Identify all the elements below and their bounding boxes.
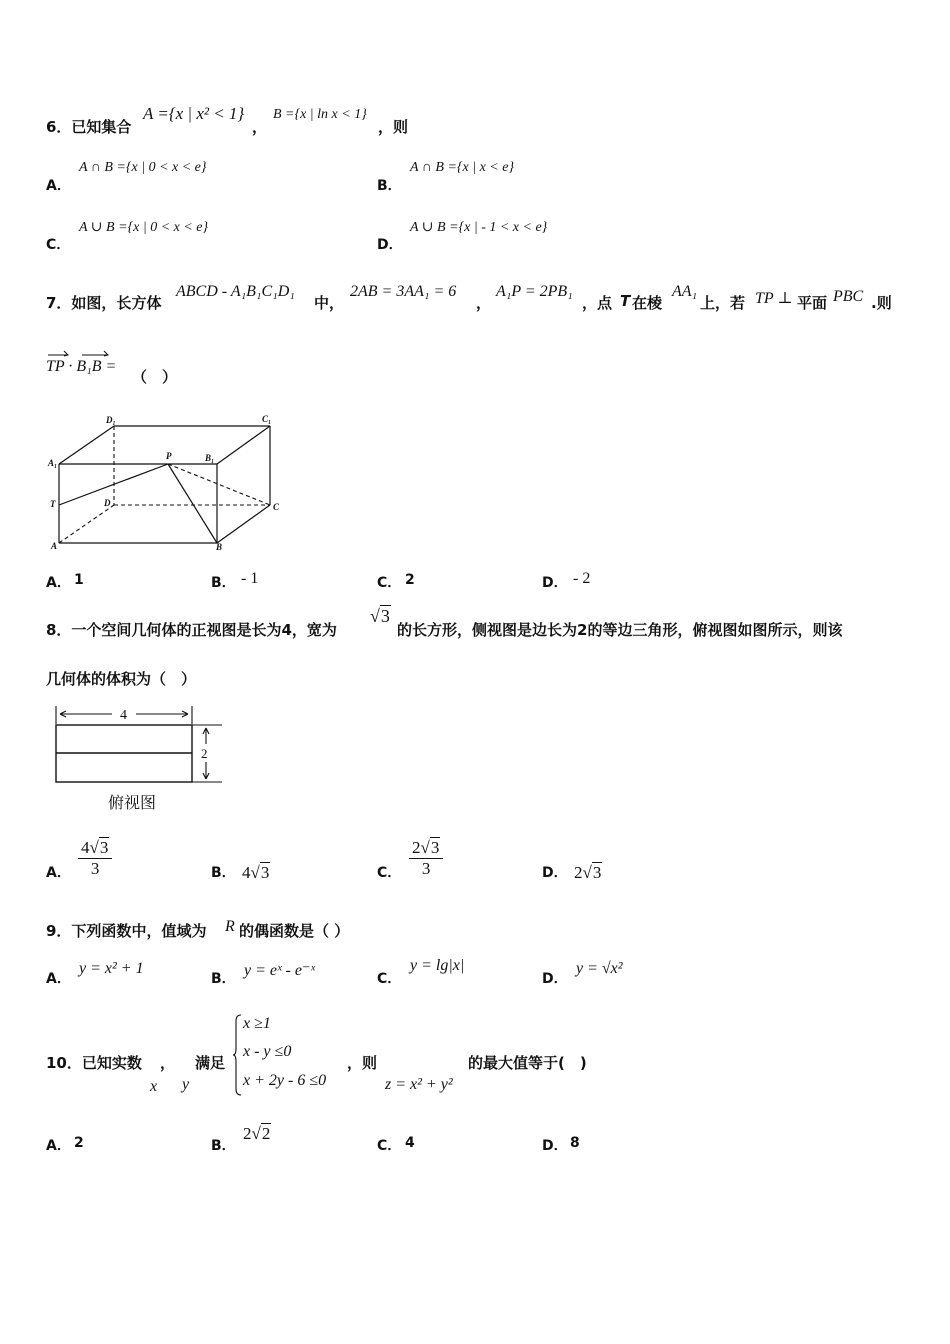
hidden-edge-ad xyxy=(59,505,114,543)
q10-system-line-3: x + 2y - 6 ≤0 xyxy=(243,1072,327,1089)
q8-topview-figure xyxy=(50,702,230,817)
q10-option-a-label: A． xyxy=(46,1138,71,1154)
q9-option-b-label: B． xyxy=(211,971,236,987)
edge-bc xyxy=(217,505,270,543)
q9-option-d-value: y = √x² xyxy=(576,960,623,977)
label-a1: A₁ xyxy=(48,458,58,468)
q6-option-b-value: A ∩ B ={x | x < e} xyxy=(410,160,515,175)
q7-option-b-value: - 1 xyxy=(241,570,259,587)
q10-option-c-label: C． xyxy=(377,1138,402,1154)
q9-stem-prefix: 9．下列函数中，值域为 xyxy=(46,922,207,940)
q8-option-a-den: 3 xyxy=(90,859,100,878)
q10-option-d-value: 8 xyxy=(570,1135,580,1151)
q10-option-b-rad: 2 xyxy=(261,1124,271,1143)
q9-option-d-label: D． xyxy=(542,971,568,987)
q7-solid: ABCD - A₁B₁C₁D₁ xyxy=(176,283,295,300)
label-b: B xyxy=(216,542,223,552)
q10-var-x: x xyxy=(150,1078,158,1095)
q8-option-b-rad: 3 xyxy=(260,863,270,882)
q8-option-c-den: 3 xyxy=(421,859,431,878)
q8-option-b-value: 4√3 xyxy=(242,863,270,882)
q8-option-a-rad: 3 xyxy=(99,838,109,857)
q9-option-a-value: y = x² + 1 xyxy=(79,960,144,977)
q8-width-label: 4 xyxy=(120,708,127,723)
q8-option-b-coef: 4 xyxy=(242,863,251,882)
q7-option-d-label: D． xyxy=(542,575,568,591)
hidden-segment-pc xyxy=(168,464,270,505)
q6-option-d-label: D． xyxy=(377,237,403,253)
q8-line2: 几何体的体积为（ ） xyxy=(46,670,197,688)
edge-b1c1 xyxy=(217,426,270,464)
q10-system-brace xyxy=(232,1013,242,1097)
q7-eq2: A₁P = 2PB₁ xyxy=(496,283,573,300)
q6-option-b-label: B． xyxy=(377,178,402,194)
q6-set-a: A ={x | x² < 1} xyxy=(143,104,245,123)
q7-option-c-label: C． xyxy=(377,575,402,591)
q9-option-b-value: y = eˣ - e⁻ˣ xyxy=(244,962,315,979)
q6-set-b: B ={x | ln x < 1} xyxy=(273,107,367,122)
q10-mid: 满足 xyxy=(195,1054,226,1072)
q7-cuboid-figure xyxy=(44,410,294,555)
label-c: C xyxy=(273,502,280,512)
q7-mid3: 在棱 xyxy=(632,294,663,312)
q8-option-a-label: A． xyxy=(46,865,71,881)
q6-option-c-label: C． xyxy=(46,237,71,253)
label-t: T xyxy=(50,499,56,509)
q10-option-a-value: 2 xyxy=(74,1135,84,1151)
q7-vector-arrows xyxy=(46,348,116,358)
q10-then: ，则 xyxy=(347,1054,378,1072)
q7-stem-prefix: 7．如图，长方体 xyxy=(46,294,162,312)
q7-edge: AA₁ xyxy=(672,283,698,300)
q7-option-d-value: - 2 xyxy=(573,570,591,587)
q10-option-c-value: 4 xyxy=(405,1135,415,1151)
q10-var-y: y xyxy=(182,1076,190,1093)
q7-option-b-label: B． xyxy=(211,575,236,591)
q7-option-a-label: A． xyxy=(46,575,71,591)
q7-comma: ， xyxy=(476,294,492,312)
q6-option-d-value: A ∪ B ={x | - 1 < x < e} xyxy=(410,220,548,235)
q7-mid1: 中， xyxy=(314,294,345,312)
q8-option-c-num: 2 xyxy=(412,838,421,857)
q8-height-label: 2 xyxy=(201,746,208,761)
q6-option-a-label: A． xyxy=(46,178,71,194)
q7-paren: （ ） xyxy=(132,368,178,386)
q6-stem-prefix: 6．已知集合 xyxy=(46,118,132,136)
q10-stem-suffix: 的最大值等于( ) xyxy=(468,1054,587,1072)
q8-stem-prefix: 8．一个空间几何体的正视图是长为4，宽为 xyxy=(46,621,337,639)
q7-plane: PBC xyxy=(833,288,864,305)
q7-mid5: 平面 xyxy=(797,294,828,312)
q8-option-d-value: 2√3 xyxy=(574,863,602,882)
q9-option-a-label: A． xyxy=(46,971,71,987)
q7-eq1: 2AB = 3AA₁ = 6 xyxy=(350,283,457,300)
label-a: A xyxy=(51,541,58,551)
label-d: D xyxy=(104,498,111,508)
label-c1: C₁ xyxy=(262,414,272,424)
q8-option-d-label: D． xyxy=(542,865,568,881)
q7-point-t: T xyxy=(620,292,631,310)
label-b1: B₁ xyxy=(205,453,215,463)
q10-option-b-value: 2√2 xyxy=(243,1124,271,1143)
q10-system-line-2: x - y ≤0 xyxy=(243,1043,292,1060)
q6-stem-suffix: ，则 xyxy=(378,118,409,136)
q7-cond: TP ⊥ xyxy=(755,290,793,307)
q9-option-c-label: C． xyxy=(377,971,402,987)
q10-option-d-label: D． xyxy=(542,1138,568,1154)
q8-option-d-rad: 3 xyxy=(592,863,602,882)
q10-option-b-label: B． xyxy=(211,1138,236,1154)
q9-option-c-value: y = lg|x| xyxy=(410,957,465,974)
q9-r: R xyxy=(225,918,235,935)
q6-option-c-value: A ∪ B ={x | 0 < x < e} xyxy=(79,220,209,235)
q7-option-c-value: 2 xyxy=(405,572,415,588)
q6-option-a-value: A ∩ B ={x | 0 < x < e} xyxy=(79,160,207,175)
q10-target: z = x² + y² xyxy=(385,1076,453,1093)
q10-comma: ， xyxy=(160,1054,176,1072)
q8-option-d-coef: 2 xyxy=(574,863,583,882)
q8-figure-caption: 俯视图 xyxy=(108,793,157,812)
q7-option-a-value: 1 xyxy=(74,572,84,588)
q8-sqrt3-radicand: 3 xyxy=(380,606,390,626)
q10-option-b-coef: 2 xyxy=(243,1124,252,1143)
q9-stem-suffix: 的偶函数是（ ） xyxy=(239,922,350,940)
q10-stem-prefix: 10．已知实数 xyxy=(46,1054,142,1072)
q8-option-c-rad: 3 xyxy=(430,838,440,857)
edge-a1d1 xyxy=(59,426,114,464)
q8-stem-suffix: 的长方形，侧视图是边长为2的等边三角形，俯视图如图所示，则该 xyxy=(397,621,843,639)
q8-option-b-label: B． xyxy=(211,865,236,881)
segment-pb xyxy=(168,464,217,543)
q8-option-c-fraction: $\frac{2√3}{3}$ xyxy=(409,838,443,879)
q8-option-a-num: 4 xyxy=(81,838,90,857)
q7-vector-expr: TP · B₁B = xyxy=(46,358,117,375)
q10-system-line-1: x ≥1 xyxy=(243,1015,271,1032)
q6-comma: ， xyxy=(252,118,268,136)
q7-mid4: 上，若 xyxy=(700,294,746,312)
q7-mid2: ，点 xyxy=(582,294,613,312)
label-d1: D₁ xyxy=(106,415,116,425)
q8-option-c-label: C． xyxy=(377,865,402,881)
label-p: P xyxy=(166,451,172,461)
q8-option-a-fraction: $\frac{4√3}{3}$ xyxy=(78,838,112,879)
q7-stem-suffix: .则 xyxy=(871,294,892,312)
q8-sqrt3: √3 xyxy=(370,606,390,626)
